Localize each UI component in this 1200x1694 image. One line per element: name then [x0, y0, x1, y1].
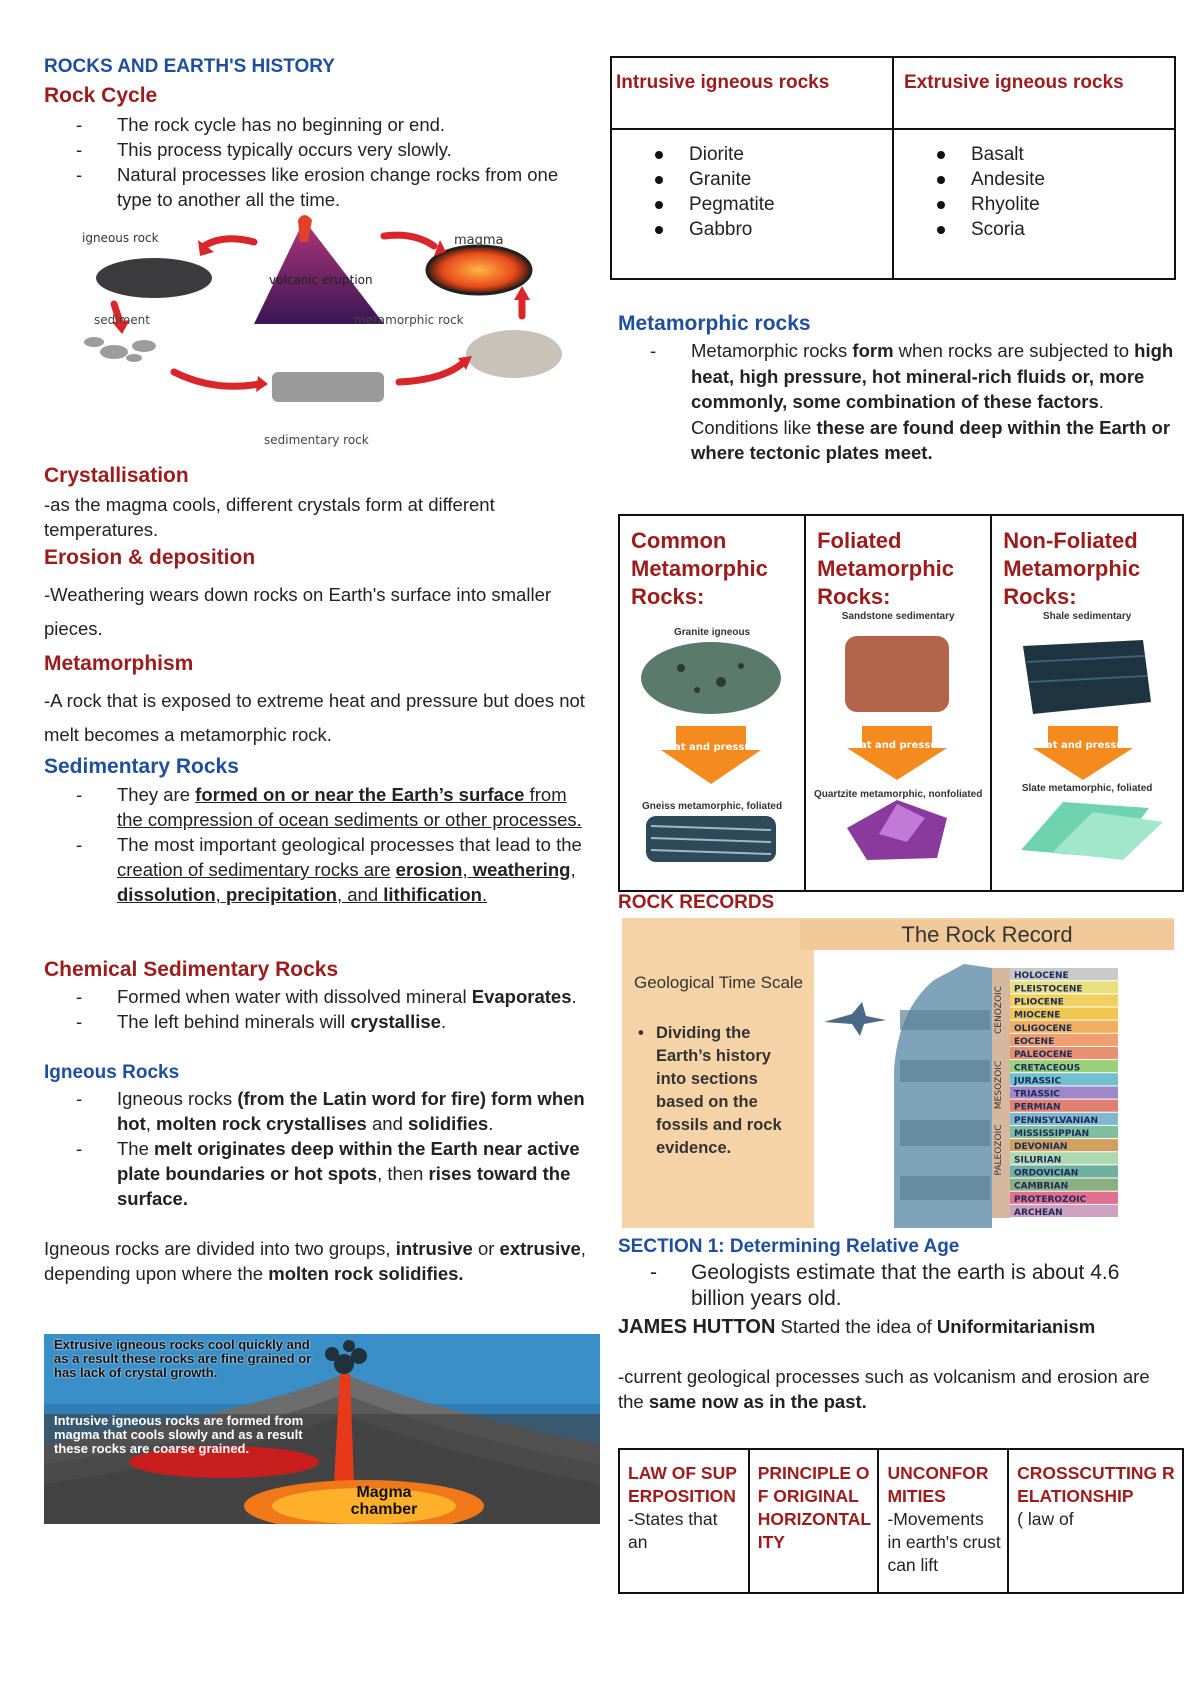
period-label: CAMBRIAN	[1014, 1181, 1069, 1192]
metamorphic-text	[618, 338, 1178, 466]
era-label: MESOZOIC	[994, 1060, 1004, 1110]
metamorphism-heading: Metamorphism	[44, 652, 194, 675]
extrusive-caption: Extrusive igneous rocks cool quickly and as a result these rocks are fine grained or has lack of crystal growth.	[54, 1337, 312, 1380]
list-item: - The left behind minerals will crystallise.	[44, 1009, 592, 1034]
period-label: PLIOCENE	[1014, 997, 1064, 1008]
period-label: MIOCENE	[1014, 1010, 1061, 1021]
metamorphism-text: -A rock that is exposed to extreme heat and pressure but does not melt becomes a metamorphic rock.	[44, 690, 585, 745]
period-label: ORDOVICIAN	[1014, 1168, 1079, 1179]
period-label: PROTEROZOIC	[1014, 1194, 1087, 1205]
sedimentary-rock-shape	[272, 372, 384, 402]
sandstone-quartzite-image	[807, 622, 987, 862]
rock-record-image	[622, 918, 1174, 1228]
period-label: ARCHEAN	[1014, 1208, 1063, 1218]
period-label: OLIGOCENE	[1014, 1023, 1073, 1034]
rock-cycle-list	[44, 112, 592, 212]
period-label: CRETACEOUS	[1014, 1063, 1081, 1074]
geologic-column	[814, 950, 1174, 1228]
nonfoliated-metamorphic-cell	[991, 515, 1183, 891]
rock-records-heading: ROCK RECORDS	[618, 892, 775, 913]
igneous-paragraph: Igneous rocks are divided into two groups, intrusive or extrusive, depending upon where the molten rock solidifies.	[44, 1238, 586, 1284]
foliated-metamorphic-header: Foliated Metamorphic Rocks:	[817, 528, 955, 609]
sedimentary-heading: Sedimentary Rocks	[44, 755, 239, 778]
section1-heading: SECTION 1: Determining Relative Age	[618, 1236, 960, 1257]
law-heading: CROSSCUTTING RELATIONSHIP	[1017, 1463, 1175, 1506]
igneous-rock-shape	[96, 258, 212, 298]
law-text: ( law of	[1017, 1509, 1074, 1529]
period-label: PENNSYLVANIAN	[1014, 1115, 1099, 1126]
label-magma: magma	[454, 233, 504, 248]
list-item: - They are formed on or near the Earth’s surface from the compression of ocean sediments or other processes.	[44, 782, 592, 832]
list-item: - This process typically occurs very slowly.	[44, 137, 592, 162]
list-item: Granite	[613, 167, 891, 192]
metamorphic-rock-shape	[466, 330, 562, 378]
erosion-text: -Weathering wears down rocks on Earth's surface into smaller pieces.	[44, 584, 552, 639]
list-item: Scoria	[895, 217, 1173, 242]
label-igneous: igneous rock	[82, 231, 159, 245]
document-title: ROCKS AND EARTH'S HISTORY	[44, 56, 335, 77]
arrow-icon	[399, 362, 464, 382]
list-item: Gabbro	[613, 217, 891, 242]
common-metamorphic-cell	[619, 515, 805, 891]
chemical-heading: Chemical Sedimentary Rocks	[44, 958, 339, 981]
intrusive-column-header: Intrusive igneous rocks	[611, 57, 893, 129]
shale-slate-image	[993, 622, 1173, 862]
list-item: Rhyolite	[895, 192, 1173, 217]
period-label: SILURIAN	[1014, 1155, 1062, 1166]
law-cell	[878, 1449, 1008, 1593]
metamorphic-examples-table	[618, 514, 1184, 892]
period-label: EOCENE	[1014, 1036, 1055, 1047]
sediment-shape	[84, 337, 156, 362]
foliated-metamorphic-cell	[805, 515, 991, 891]
rock-cycle-heading: Rock Cycle	[44, 84, 158, 107]
period-label: JURASSIC	[1014, 1076, 1062, 1087]
arrow-icon	[384, 235, 434, 246]
nonfoliated-metamorphic-header: Non-Foliated Metamorphic Rocks:	[1003, 528, 1141, 609]
metamorphic-heading: Metamorphic rocks	[618, 312, 811, 335]
gneiss-label: Gneiss metamorphic, foliated	[642, 801, 783, 812]
relative-age-laws-table	[618, 1448, 1184, 1594]
law-heading: UNCONFORMITIES	[887, 1463, 989, 1506]
pterosaur-icon	[824, 1002, 886, 1036]
list-item: Andesite	[895, 167, 1173, 192]
list-item: - The melt originates deep within the Earth near active plate boundaries or hot spots, then rises toward the surface.	[44, 1136, 592, 1211]
sedimentary-list	[44, 782, 592, 907]
hutton-text: JAMES HUTTON Started the idea of Uniformitarianism	[618, 1316, 1096, 1338]
uniformitarianism-text: -current geological processes such as volcanism and erosion are the same now as in the past.	[618, 1366, 1150, 1412]
intrusive-list-cell	[611, 129, 893, 279]
section1-bullet	[618, 1260, 1178, 1312]
list-item: Diorite	[613, 142, 891, 167]
label-sedimentary: sedimentary rock	[264, 433, 369, 447]
shale-label: Shale sedimentary	[1042, 611, 1132, 622]
crystallisation-text: -as the magma cools, different crystals form at different temperatures.	[44, 494, 495, 540]
law-text: -Movements in earth's crust can lift	[887, 1509, 1001, 1575]
igneous-volcano-image	[44, 1334, 600, 1524]
label-sediment: sediment	[94, 313, 150, 327]
list-item: Basalt	[895, 142, 1173, 167]
period-label: PERMIAN	[1014, 1102, 1061, 1113]
quartzite-label: Quartzite metamorphic, nonfoliated	[813, 789, 983, 800]
arrow-label: Heat and pressure	[1031, 740, 1136, 751]
magma-chamber-label: Magma chamber	[350, 1484, 418, 1518]
erosion-heading: Erosion & deposition	[44, 546, 256, 569]
period-label: MISSISSIPPIAN	[1014, 1129, 1090, 1140]
list-item: Pegmatite	[613, 192, 891, 217]
magma-shape	[427, 246, 531, 294]
law-cell	[619, 1449, 749, 1593]
granite-label: Granite igneous	[673, 627, 751, 638]
common-metamorphic-header: Common Metamorphic Rocks:	[631, 528, 768, 609]
rock-cycle-diagram	[54, 212, 574, 460]
law-cell	[749, 1449, 879, 1593]
volcano-shape	[254, 220, 384, 324]
list-item: - Geologists estimate that the earth is about 4.6 billion years old.	[618, 1260, 1178, 1312]
period-label: PALEOCENE	[1014, 1050, 1073, 1061]
sandstone-label: Sandstone sedimentary	[841, 611, 955, 622]
era-label: CENOZOIC	[994, 986, 1004, 1034]
law-cell	[1008, 1449, 1183, 1593]
crystallisation-heading: Crystallisation	[44, 464, 189, 487]
period-label: DEVONIAN	[1014, 1142, 1068, 1153]
law-text: -States that an	[628, 1509, 718, 1552]
list-item: - Metamorphic rocks form when rocks are subjected to high heat, high pressure, hot mineral-rich fluids or, more commonly, some combination of these factors. Conditions like these are found deep within the Earth or where tectonic plates meet.	[618, 338, 1178, 466]
igneous-types-table	[610, 56, 1176, 280]
extrusive-list-cell	[893, 129, 1175, 279]
arrow-label: Heat and pressure	[844, 740, 950, 751]
extrusive-column-header: Extrusive igneous rocks	[893, 57, 1175, 129]
list-item: - Igneous rocks (from the Latin word for fire) form when hot, molten rock crystallises and solidifies.	[44, 1086, 592, 1136]
period-label: HOLOCENE	[1014, 971, 1069, 982]
label-metamorphic: metamorphic rock	[354, 313, 464, 327]
list-item: - Formed when water with dissolved mineral Evaporates.	[44, 984, 592, 1009]
arrow-icon	[204, 239, 254, 246]
arrow-label: Heat and pressure	[658, 742, 764, 753]
arrow-icon	[174, 372, 259, 386]
rock-record-title: The Rock Record	[901, 922, 1073, 947]
time-scale-title: Geological Time Scale	[634, 973, 804, 992]
igneous-list	[44, 1086, 592, 1211]
law-heading: LAW OF SUPERPOSITION	[628, 1463, 737, 1506]
igneous-heading: Igneous Rocks	[44, 1062, 180, 1083]
slate-label: Slate metamorphic, foliated	[1021, 783, 1153, 794]
period-label: PLEISTOCENE	[1014, 984, 1083, 995]
period-label: TRIASSIC	[1014, 1089, 1060, 1100]
time-scale-bullet: • Dividing the Earth’s history into sections based on the fossils and rock evidence.	[638, 1024, 782, 1157]
list-item: - The rock cycle has no beginning or end.	[44, 112, 592, 137]
label-volcanic: volcanic eruption	[269, 273, 373, 287]
list-item: - The most important geological processes that lead to the creation of sedimentary rocks are erosion, weathering, dissolution, precipitation, and lithification.	[44, 832, 592, 907]
intrusive-caption: Intrusive igneous rocks are formed from magma that cools slowly and as a result these rocks are coarse grained.	[54, 1413, 304, 1456]
law-heading: PRINCIPLE OF ORIGINAL HORIZONTALITY	[757, 1463, 872, 1552]
chemical-list	[44, 984, 592, 1034]
granite-gneiss-image	[621, 638, 801, 868]
era-label: PALEOZOIC	[994, 1124, 1004, 1176]
list-item: - Natural processes like erosion change rocks from one type to another all the time.	[44, 162, 592, 212]
